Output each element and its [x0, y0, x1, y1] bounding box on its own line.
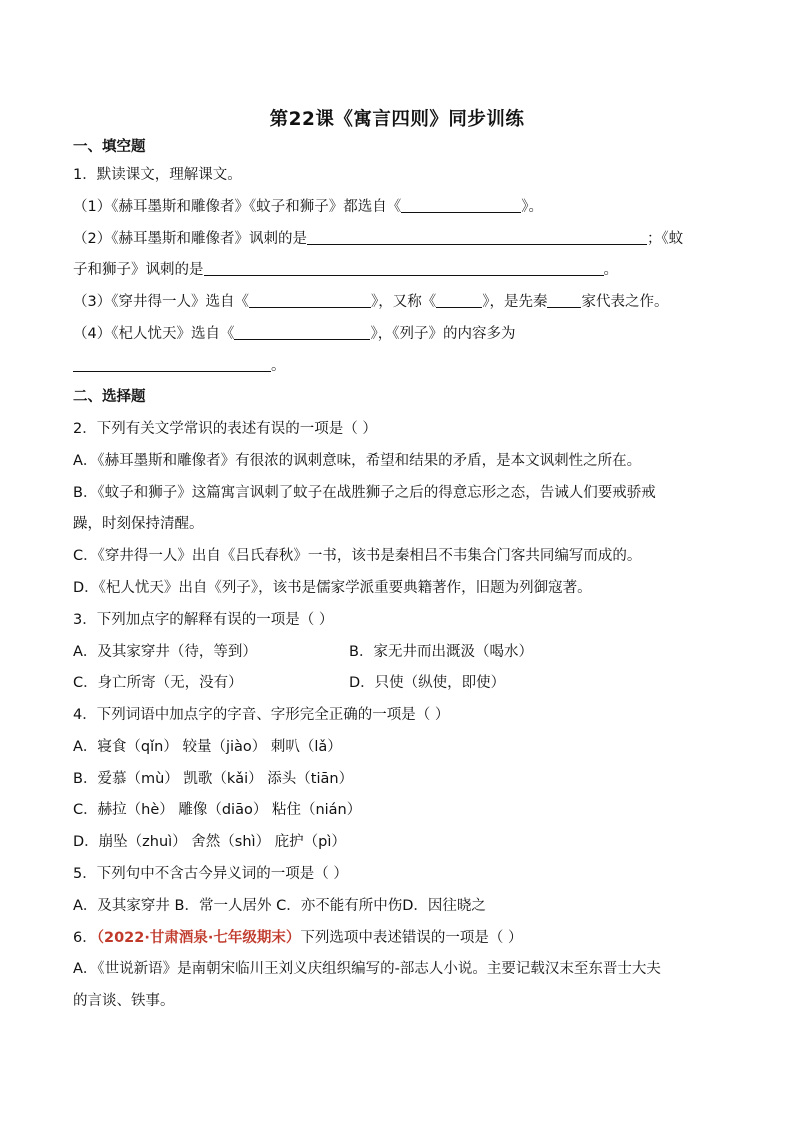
question-3-option-a: A．及其家穿井（待，等到）	[73, 644, 257, 660]
q1-sub4-text-b: 》，《列子》的内容多为	[370, 326, 516, 342]
question-4-option-a: A．寝食（qǐn） 较量（jiào） 刺叭（lǎ）	[73, 739, 342, 755]
q1-sub2-text-b: ；《蚊	[646, 231, 684, 247]
question-4-option-b: B．爱慕（mù） 凯歌（kǎi） 添头（tiān）	[73, 771, 354, 787]
question-5-stem: 5．下列句中不含古今异义词的一项是（ ）	[73, 866, 348, 882]
question-2-option-d: D．《杞人忧天》出自《列子》，该书是儒家学派重要典籍著作，旧题为列御寇著。	[73, 580, 592, 596]
question-3-option-b: B．家无井而出溉汲（喝水）	[349, 644, 533, 660]
q1-sub2-text-a: （2）《赫耳墨斯和雕像者》讽刺的是	[73, 231, 307, 247]
answer-blank[interactable]	[436, 292, 482, 308]
section-heading-fill: 一、填空题	[73, 139, 146, 155]
question-2-option-c: C．《穿井得一人》出自《吕氏春秋》一书，该书是秦相吕不韦集合门客共同编写而成的。	[73, 548, 642, 564]
section-heading-choice: 二、选择题	[73, 389, 146, 405]
question-2-option-b: B．《蚊子和狮子》这篇寓言讽刺了蚊子在战胜狮子之后的得意忘形之态，告诫人们要戒骄戒	[73, 485, 656, 501]
question-3-row-2	[73, 672, 723, 694]
question-1-sub-2-cont	[73, 259, 723, 281]
question-1-sub-2	[73, 228, 723, 250]
question-3-option-d: D．只使（纵使，即使）	[349, 675, 506, 691]
q1-sub2-text-d: 。	[603, 262, 618, 278]
question-4-option-d: D．崩坠（zhuì） 舍然（shì） 庇护（pì）	[73, 834, 346, 850]
question-1-sub-4-cont	[73, 355, 723, 377]
q1-sub2-text-c: 子和狮子》讽刺的是	[73, 262, 204, 278]
answer-blank[interactable]	[307, 229, 647, 245]
answer-blank[interactable]	[234, 324, 370, 340]
q1-sub3-text-d: 家代表之作。	[581, 294, 669, 310]
question-3-stem: 3．下列加点字的解释有误的一项是（ ）	[73, 612, 334, 628]
question-6-option-a: A．《世说新语》是南朝宋临川王刘义庆组织编写的-部志人小说。主要记载汉末至东晋士大夫	[73, 961, 661, 977]
question-1-stem: 1．默读课文，理解课文。	[73, 167, 242, 183]
q1-sub4-text-a: （4）《杞人忧天》选自《	[73, 326, 235, 342]
answer-blank[interactable]	[73, 356, 271, 372]
question-4-stem: 4．下列词语中加点字的字音、字形完全正确的一项是（ ）	[73, 707, 450, 723]
question-1-sub-3	[73, 291, 723, 313]
q1-sub3-text-a: （3）《穿井得一人》选自《	[73, 294, 249, 310]
answer-blank[interactable]	[204, 260, 604, 276]
q1-sub3-text-c: 》，是先秦	[482, 294, 548, 310]
answer-blank[interactable]	[249, 292, 371, 308]
question-4-option-c: C．赫拉（hè） 雕像（diāo） 粘住（nián）	[73, 802, 362, 818]
question-1-sub-4	[73, 323, 723, 345]
question-6-text: 下列选项中表述错误的一项是（ ）	[300, 930, 523, 946]
question-5-options: A．及其家穿井 B．常一人居外 C．亦不能有所中伤D．因往晓之	[73, 898, 486, 914]
answer-blank[interactable]	[547, 292, 581, 308]
question-6-option-a-cont: 的言谈、铁事。	[73, 993, 175, 1009]
question-6-stem	[73, 927, 723, 949]
page-title: 第22课《寓言四则》同步训练	[269, 109, 525, 130]
question-2-stem: 2．下列有关文学常识的表述有误的一项是（ ）	[73, 421, 377, 437]
question-1-sub-1	[73, 196, 723, 218]
question-6-source-tag: （2022·甘肃酒泉·七年级期末）	[96, 930, 301, 946]
q1-sub1-text-a: （1）《赫耳墨斯和雕像者》《蚊子和狮子》都选自《	[73, 199, 402, 215]
question-6-number: 6．	[73, 930, 97, 946]
q1-sub3-text-b: 》，又称《	[370, 294, 437, 310]
q1-sub4-text-c: 。	[271, 358, 286, 374]
question-3-row-1	[73, 641, 723, 663]
q1-sub1-text-b: 》。	[521, 199, 543, 215]
question-2-option-a: A．《赫耳墨斯和雕像者》有很浓的讽刺意味，希望和结果的矛盾，是本文讽刺性之所在。	[73, 453, 642, 469]
answer-blank[interactable]	[401, 197, 521, 213]
question-2-option-b-cont: 躁，时刻保持清醒。	[73, 516, 204, 532]
question-3-option-c: C．身亡所寄（无，没有）	[73, 675, 243, 691]
